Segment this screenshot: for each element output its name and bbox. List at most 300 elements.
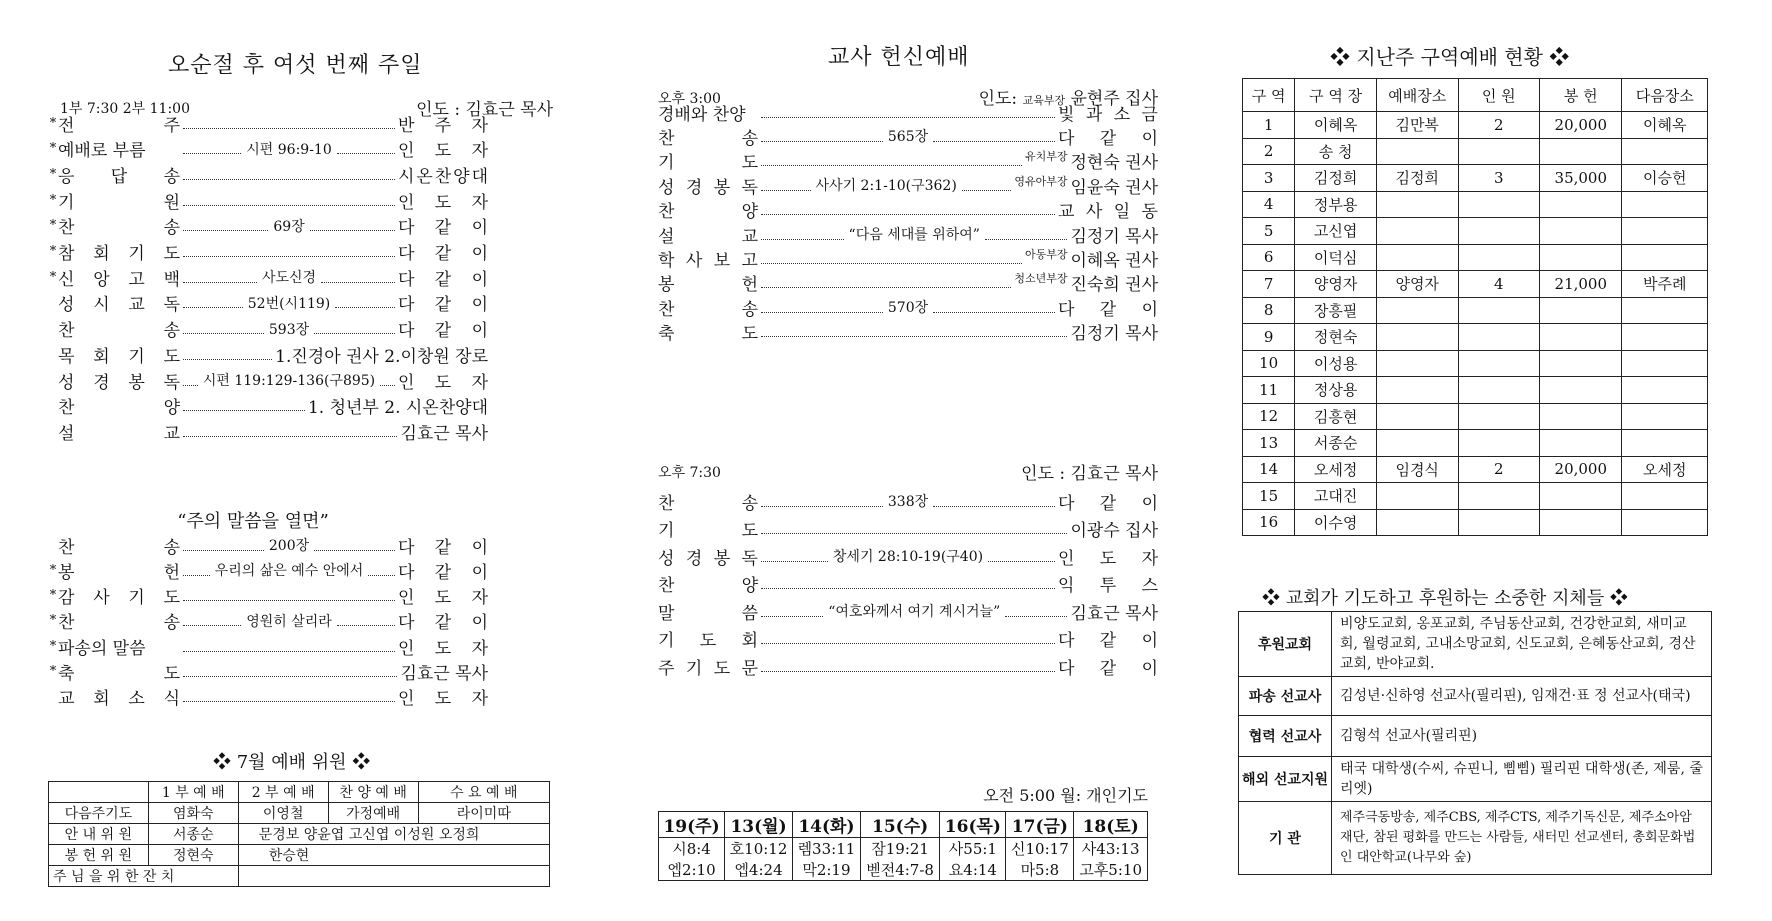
duty-header: 수 요 예 배 bbox=[418, 782, 549, 803]
group-cell bbox=[1622, 509, 1708, 536]
char: 같 bbox=[434, 562, 452, 583]
order-person bbox=[1014, 173, 1158, 198]
person-name: 진숙희 권사 bbox=[1070, 275, 1158, 296]
order-row bbox=[48, 187, 488, 213]
char: 이 bbox=[1141, 493, 1158, 514]
char: 교 bbox=[1058, 202, 1075, 223]
day-header: 16(목) bbox=[940, 812, 1006, 838]
group-cell bbox=[1622, 403, 1708, 430]
group-cell bbox=[1622, 297, 1708, 324]
reading-cell: 렘33:11 bbox=[792, 838, 860, 860]
leader-dots bbox=[310, 230, 395, 231]
order-label bbox=[658, 222, 758, 247]
leader-dots bbox=[761, 312, 883, 313]
char: 이 bbox=[471, 295, 489, 316]
group-cell bbox=[1376, 244, 1458, 271]
char: 축 bbox=[58, 664, 75, 684]
group-cell bbox=[1458, 244, 1540, 271]
char: 찬 bbox=[58, 537, 75, 558]
leader-dots bbox=[761, 336, 1067, 337]
middle-title: 교사 헌신예배 bbox=[828, 45, 970, 70]
star-mark: * bbox=[49, 244, 57, 259]
duty-label: 봉 헌 위 원 bbox=[49, 845, 149, 866]
order-label bbox=[658, 571, 758, 596]
group-cell bbox=[1622, 483, 1708, 510]
char: 이 bbox=[1141, 631, 1158, 651]
order-detail: 593장 bbox=[267, 319, 311, 339]
group-cell: 이성용 bbox=[1295, 350, 1377, 377]
group-cell bbox=[1458, 403, 1540, 430]
char: 송 bbox=[741, 128, 758, 149]
char: 도 bbox=[741, 324, 758, 345]
star-mark: * bbox=[49, 141, 57, 157]
star-mark: * bbox=[49, 115, 57, 131]
order-person bbox=[1014, 270, 1158, 295]
char: 익 bbox=[1058, 576, 1075, 596]
group-cell: 양영자 bbox=[1295, 271, 1377, 298]
order-person bbox=[398, 265, 488, 290]
group-row bbox=[1243, 297, 1708, 324]
group-cell: 14 bbox=[1243, 456, 1295, 483]
char: 시 bbox=[93, 295, 110, 316]
group-row bbox=[1243, 244, 1708, 271]
group-cell bbox=[1376, 509, 1458, 536]
group-cell bbox=[1540, 403, 1622, 430]
leader-dots bbox=[761, 117, 1055, 118]
order-label: 예배로 부름 bbox=[58, 141, 146, 162]
group-cell: 고신엽 bbox=[1295, 218, 1377, 245]
support-title: ❖ 교회가 기도하고 후원하는 소중한 지체들 ❖ bbox=[1262, 588, 1628, 609]
char: 금 bbox=[1141, 104, 1158, 125]
group-row bbox=[1243, 165, 1708, 192]
reading-cell: 시8:4 bbox=[659, 838, 725, 860]
leader-dots bbox=[183, 550, 264, 551]
reading-cell: 마5:8 bbox=[1006, 859, 1074, 881]
group-cell bbox=[1458, 191, 1540, 218]
order-row bbox=[658, 99, 1158, 125]
reading-cell: 엡4:24 bbox=[725, 859, 793, 881]
char: 도 bbox=[163, 588, 180, 609]
order-row bbox=[658, 294, 1158, 320]
char: 경 bbox=[685, 548, 703, 569]
char: 이 bbox=[471, 613, 489, 634]
char: 경 bbox=[93, 372, 110, 393]
char: 성 bbox=[58, 372, 75, 393]
order-row bbox=[658, 516, 1158, 542]
char: 일 bbox=[1113, 202, 1131, 223]
duty-label: 다음주기도 bbox=[49, 803, 149, 824]
order-row bbox=[48, 290, 488, 316]
duty-cell: 문경보 양윤엽 고신엽 이성원 오정희 bbox=[238, 824, 549, 845]
group-cell bbox=[1458, 138, 1540, 165]
order-person bbox=[275, 342, 488, 367]
group-cell: 오세정 bbox=[1622, 456, 1708, 483]
char: 목 bbox=[58, 346, 75, 367]
char: 동 bbox=[1141, 202, 1158, 223]
group-cell: 김정희 bbox=[1295, 165, 1377, 192]
order-row bbox=[48, 239, 488, 265]
group-cell: 4 bbox=[1458, 271, 1540, 298]
role-label: 영유아부장 bbox=[1014, 174, 1068, 188]
order-label bbox=[658, 295, 758, 320]
char: 같 bbox=[1099, 493, 1117, 514]
order-label bbox=[658, 489, 758, 514]
char: 다 bbox=[398, 613, 415, 634]
group-cell bbox=[1622, 244, 1708, 271]
char: 소 bbox=[1113, 104, 1131, 125]
order-person bbox=[398, 239, 488, 264]
group-cell bbox=[1540, 483, 1622, 510]
group-cell: 이덕심 bbox=[1295, 244, 1377, 271]
char: 다 bbox=[398, 269, 415, 290]
char: 소 bbox=[128, 689, 145, 710]
star-mark: * bbox=[49, 269, 57, 285]
order-row bbox=[658, 571, 1158, 597]
group-cell: 4 bbox=[1243, 191, 1295, 218]
order-detail: 영원히 살리라 bbox=[244, 611, 334, 631]
char: 기 bbox=[128, 346, 145, 367]
reading-cell: 신10:17 bbox=[1006, 838, 1074, 860]
leader-dots bbox=[337, 153, 395, 154]
group-cell: 6 bbox=[1243, 244, 1295, 271]
leader-dots bbox=[321, 282, 395, 283]
leader-dots bbox=[761, 141, 883, 142]
order-detail: 창세기 28:10-19(구40) bbox=[831, 546, 985, 566]
duty-label: 안 내 위 원 bbox=[49, 824, 149, 845]
group-header: 구 역 장 bbox=[1295, 79, 1377, 112]
order-row bbox=[48, 110, 488, 136]
char: 과 bbox=[1085, 104, 1103, 125]
order-row bbox=[658, 653, 1158, 679]
order-person bbox=[1025, 148, 1158, 173]
char: 송 bbox=[741, 493, 758, 514]
order-row bbox=[48, 367, 488, 393]
order-label bbox=[658, 246, 758, 271]
order-person bbox=[398, 533, 488, 558]
group-cell bbox=[1540, 377, 1622, 404]
order-person bbox=[398, 368, 488, 393]
group-row bbox=[1243, 324, 1708, 351]
duty-label: 주 님 을 위 한 잔 치 bbox=[49, 866, 239, 887]
char: 이 bbox=[1141, 299, 1158, 320]
group-row bbox=[1243, 218, 1708, 245]
leader-dots bbox=[761, 263, 1022, 264]
group-cell: 9 bbox=[1243, 324, 1295, 351]
group-cell bbox=[1622, 377, 1708, 404]
char: 교 bbox=[741, 226, 758, 247]
order-label bbox=[58, 111, 180, 136]
group-cell: 2 bbox=[1458, 456, 1540, 483]
day-header: 19(주) bbox=[659, 812, 725, 838]
group-cell bbox=[1458, 218, 1540, 245]
pm3-time: 오후 3:00 bbox=[658, 91, 721, 107]
order-person bbox=[308, 393, 488, 418]
char: 경 bbox=[685, 177, 703, 198]
group-row bbox=[1243, 403, 1708, 430]
group-cell: 5 bbox=[1243, 218, 1295, 245]
pm3-leader-role: 교육부장 bbox=[1022, 94, 1066, 107]
char: 이 bbox=[1141, 658, 1158, 679]
leader-dots bbox=[183, 385, 198, 386]
order-row bbox=[48, 532, 488, 558]
char: 백 bbox=[163, 269, 180, 290]
char: 인 bbox=[398, 141, 415, 162]
char: 주 bbox=[163, 115, 180, 136]
leader-dots bbox=[988, 561, 1055, 562]
order-person bbox=[1070, 516, 1158, 541]
star-mark: * bbox=[49, 613, 57, 629]
leader-dots bbox=[183, 625, 241, 626]
day-header: 14(화) bbox=[792, 812, 860, 838]
leader-dots bbox=[314, 550, 395, 551]
group-row bbox=[1243, 191, 1708, 218]
char: 보 bbox=[713, 250, 731, 271]
char: 찬 bbox=[658, 493, 675, 514]
person-name: 김정기 목사 bbox=[1070, 324, 1158, 345]
group-cell: 35,000 bbox=[1540, 165, 1622, 192]
char: 성 bbox=[58, 295, 75, 316]
char: 기 bbox=[658, 631, 675, 651]
leader-dots bbox=[761, 561, 828, 562]
leader-dots bbox=[933, 312, 1055, 313]
order-person bbox=[1070, 222, 1158, 247]
group-header: 봉 헌 bbox=[1540, 79, 1622, 112]
order-person bbox=[398, 558, 488, 583]
order-detail: 69장 bbox=[271, 216, 306, 236]
order-person bbox=[1058, 124, 1158, 149]
order-detail: 570장 bbox=[886, 297, 930, 317]
char: 기 bbox=[658, 153, 675, 174]
char: 찬 bbox=[658, 299, 675, 320]
char: 말 bbox=[658, 603, 675, 624]
char: 성 bbox=[658, 177, 675, 198]
char: 자 bbox=[471, 689, 488, 710]
order-person bbox=[1058, 544, 1158, 569]
char: 회 bbox=[93, 346, 110, 367]
duty-cell: 한승현 bbox=[238, 845, 549, 866]
order-person bbox=[1058, 571, 1158, 596]
reading-cell: 벧전4:7-8 bbox=[860, 859, 939, 881]
order-label bbox=[658, 654, 758, 679]
leader-dots bbox=[183, 410, 305, 411]
group-header: 다음장소 bbox=[1622, 79, 1708, 112]
group-cell: 20,000 bbox=[1540, 456, 1622, 483]
order-person bbox=[398, 188, 488, 213]
group-cell: 12 bbox=[1243, 403, 1295, 430]
char: 시 bbox=[398, 166, 415, 187]
order-person bbox=[1070, 319, 1158, 344]
duty-table bbox=[48, 781, 550, 887]
service-times: 1부 7:30 2부 11:00 bbox=[60, 101, 190, 117]
order-label bbox=[58, 162, 180, 187]
group-cell bbox=[1540, 297, 1622, 324]
char: 주 bbox=[658, 658, 675, 679]
support-text: 김성년·신하영 선교사(필리핀), 임재건·표 정 선교사(태국) bbox=[1332, 677, 1712, 716]
group-cell bbox=[1622, 350, 1708, 377]
group-cell bbox=[1458, 430, 1540, 457]
reading-cell: 잠19:21 bbox=[860, 838, 939, 860]
order-person bbox=[398, 213, 488, 238]
char: 도 bbox=[163, 244, 180, 264]
char: 송 bbox=[163, 166, 180, 187]
order-row bbox=[658, 123, 1158, 149]
order-detail: 사사기 2:1-10(구362) bbox=[814, 175, 959, 195]
char: 이 bbox=[471, 218, 488, 239]
char: 도 bbox=[434, 638, 452, 659]
group-cell bbox=[1458, 324, 1540, 351]
group-cell bbox=[1622, 324, 1708, 351]
support-text: 김형석 선교사(필리핀) bbox=[1332, 716, 1712, 757]
char: 다 bbox=[1058, 658, 1075, 679]
char: 문 bbox=[741, 658, 758, 679]
char: 원 bbox=[163, 192, 180, 213]
order-person bbox=[400, 659, 488, 684]
person-name: 임윤숙 권사 bbox=[1070, 177, 1158, 198]
char: 다 bbox=[398, 321, 415, 342]
char: 참 bbox=[58, 244, 75, 264]
order-label bbox=[658, 319, 758, 344]
group-header: 인 원 bbox=[1458, 79, 1540, 112]
group-cell: 김만복 bbox=[1376, 112, 1458, 139]
order-detail: 시편 119:129-136(구895) bbox=[201, 370, 377, 390]
leader-dots bbox=[183, 436, 397, 437]
order-row bbox=[658, 245, 1158, 271]
leader-dots bbox=[985, 239, 1068, 240]
group-cell: 정부용 bbox=[1295, 191, 1377, 218]
group-header-row bbox=[1243, 79, 1708, 112]
group-row bbox=[1243, 456, 1708, 483]
char: 봉 bbox=[58, 562, 75, 583]
duty-cell: 라이미따 bbox=[418, 803, 549, 824]
char: 봉 bbox=[128, 372, 145, 393]
order-label bbox=[658, 626, 758, 651]
support-table bbox=[1238, 611, 1712, 875]
order-row bbox=[48, 393, 488, 419]
duty-cell: 정현숙 bbox=[148, 845, 238, 866]
leader-dots bbox=[761, 165, 1022, 166]
char: 답 bbox=[110, 166, 128, 187]
person-name: 정현숙 권사 bbox=[1070, 153, 1158, 174]
order-detail: 338장 bbox=[886, 491, 930, 511]
char: 설 bbox=[658, 226, 675, 247]
person-name: 이광수 집사 bbox=[1070, 521, 1158, 541]
star-mark: * bbox=[49, 166, 57, 182]
group-cell bbox=[1622, 218, 1708, 245]
group-cell bbox=[1376, 350, 1458, 377]
char: 자 bbox=[471, 192, 488, 213]
char: 같 bbox=[434, 537, 452, 558]
order-person bbox=[398, 290, 488, 315]
group-cell bbox=[1622, 191, 1708, 218]
leader-dots bbox=[337, 625, 395, 626]
group-cell: 8 bbox=[1243, 297, 1295, 324]
group-cell: 이승헌 bbox=[1622, 165, 1708, 192]
person-name: 1.진경아 권사 2.이창원 장로 bbox=[275, 346, 488, 367]
order-person bbox=[1058, 489, 1158, 514]
star-mark: * bbox=[49, 588, 57, 604]
order-row bbox=[48, 213, 488, 239]
group-cell: 3 bbox=[1243, 165, 1295, 192]
group-title: ❖ 지난주 구역예배 현황 ❖ bbox=[1330, 45, 1570, 69]
group-cell: 송 청 bbox=[1295, 138, 1377, 165]
order-person bbox=[1058, 626, 1158, 651]
order-row bbox=[48, 264, 488, 290]
duty-row bbox=[49, 824, 550, 845]
order-label bbox=[658, 148, 758, 173]
char: 봉 bbox=[658, 275, 675, 296]
duty-header: 찬 양 예 배 bbox=[328, 782, 418, 803]
char: 다 bbox=[1058, 128, 1075, 149]
leader-dots bbox=[183, 575, 210, 576]
order-row bbox=[658, 148, 1158, 174]
char: 인 bbox=[1058, 548, 1075, 569]
group-row bbox=[1243, 483, 1708, 510]
char: 다 bbox=[398, 295, 415, 316]
person-name: 1. 청년부 2. 시온찬양대 bbox=[307, 398, 488, 419]
char: 자 bbox=[471, 141, 489, 162]
char: 다 bbox=[398, 244, 415, 264]
support-row bbox=[1239, 716, 1712, 757]
char: 식 bbox=[163, 689, 180, 710]
leader-dots bbox=[183, 282, 257, 283]
group-cell: 김정희 bbox=[1376, 165, 1458, 192]
char: 사 bbox=[1085, 202, 1103, 223]
group-row bbox=[1243, 138, 1708, 165]
support-text: 비양도교회, 옹포교회, 주님동산교회, 건강한교회, 새미교회, 월령교회, 고내소망교회, 신도교회, 은혜동산교회, 경산교회, 반야교회. bbox=[1332, 612, 1712, 677]
leader-dots bbox=[335, 307, 395, 308]
pm3-leader-prefix: 인도: bbox=[978, 89, 1018, 109]
char: 기 bbox=[658, 521, 675, 541]
char: 자 bbox=[471, 638, 488, 659]
char: 자 bbox=[1141, 548, 1158, 569]
order-label bbox=[58, 583, 180, 608]
order-row bbox=[658, 319, 1158, 345]
order-row bbox=[658, 543, 1158, 569]
group-cell bbox=[1540, 509, 1622, 536]
support-label: 파송 선교사 bbox=[1239, 677, 1332, 716]
group-cell bbox=[1458, 297, 1540, 324]
char: 도 bbox=[434, 689, 452, 710]
star-mark: * bbox=[49, 192, 57, 208]
char: 찬 bbox=[658, 128, 675, 149]
leader-dots bbox=[183, 256, 395, 257]
sermon-title: “주의 말씀을 열면” bbox=[177, 511, 329, 532]
order-detail: 우리의 삶은 예수 안에서 bbox=[213, 560, 366, 580]
support-row bbox=[1239, 757, 1712, 802]
day-header: 18(토) bbox=[1074, 812, 1148, 838]
order-label bbox=[658, 124, 758, 149]
char: 같 bbox=[434, 613, 452, 634]
char: 같 bbox=[1099, 128, 1117, 149]
group-cell: 2 bbox=[1458, 112, 1540, 139]
order-label bbox=[658, 270, 758, 295]
group-cell: 서종순 bbox=[1295, 430, 1377, 457]
group-cell bbox=[1376, 138, 1458, 165]
group-cell: 이수영 bbox=[1295, 509, 1377, 536]
order-label bbox=[658, 544, 758, 569]
char: 스 bbox=[1141, 576, 1158, 596]
duty-cell: 가정예배 bbox=[328, 803, 418, 824]
char: 도 bbox=[434, 192, 452, 213]
order-detail: 사도신경 bbox=[260, 267, 318, 287]
group-cell: 박주례 bbox=[1622, 271, 1708, 298]
order-detail: “다음 세대를 위하여” bbox=[847, 224, 982, 244]
char: 헌 bbox=[741, 275, 758, 296]
char: 같 bbox=[1099, 299, 1117, 320]
order-person bbox=[398, 316, 488, 341]
char: 같 bbox=[434, 244, 452, 264]
group-cell: 이혜옥 bbox=[1622, 112, 1708, 139]
